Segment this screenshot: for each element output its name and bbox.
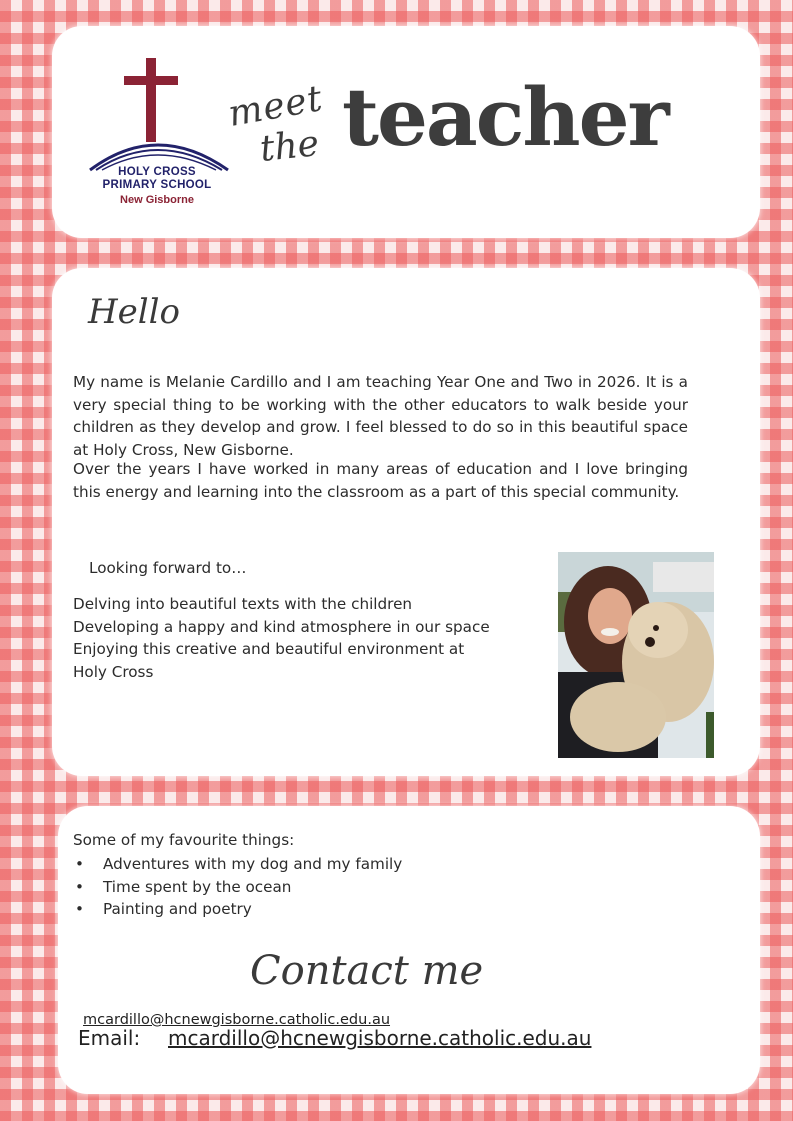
email-link-small[interactable]: mcardillo@hcnewgisborne.catholic.edu.au: [83, 1012, 391, 1028]
title-the: the: [258, 123, 321, 170]
list-item: Enjoying this creative and beautiful environment at: [73, 640, 465, 659]
email-link[interactable]: mcardillo@hcnewgisborne.catholic.edu.au: [168, 1026, 592, 1050]
list-item: • Painting and poetry: [73, 898, 402, 921]
title-meet: meet: [225, 78, 327, 135]
contact-heading: Contact me: [250, 948, 484, 994]
list-item: Developing a happy and kind atmosphere in our space: [73, 617, 490, 636]
looking-forward-list: [73, 593, 533, 683]
list-item: Holy Cross: [73, 662, 154, 681]
greeting-heading: Hello: [88, 292, 180, 332]
school-location: New Gisborne: [120, 194, 194, 206]
header-card: [52, 26, 760, 238]
list-item: Delving into beautiful texts with the children: [73, 595, 413, 613]
school-name: HOLY CROSS PRIMARY SCHOOL: [102, 166, 212, 191]
favourites-list: [73, 853, 402, 921]
intro-paragraph-1: My name is Melanie Cardillo and I am teaching Year One and Two in 2026. It is a very special thing to be working with the other educators to walk beside your children as they develop and grow. I feel blessed to do so in this beautiful space at Holy Cross, New Gisborne.: [73, 373, 688, 459]
teacher-photo: [558, 552, 714, 758]
favourites-heading: Some of my favourite things:: [73, 831, 295, 849]
looking-forward-heading: Looking forward to…: [89, 559, 247, 577]
intro-paragraph-2: Over the years I have worked in many areas of education and I love bringing this energy and learning into the classroom as a part of this special community.: [73, 460, 688, 501]
list-item: • Adventures with my dog and my family: [73, 853, 402, 876]
intro-card: [52, 268, 760, 776]
favourites-card: [58, 806, 760, 1094]
list-item: • Time spent by the ocean: [73, 876, 402, 899]
page-title: teacher: [342, 70, 668, 164]
email-label: Email:: [78, 1026, 141, 1050]
